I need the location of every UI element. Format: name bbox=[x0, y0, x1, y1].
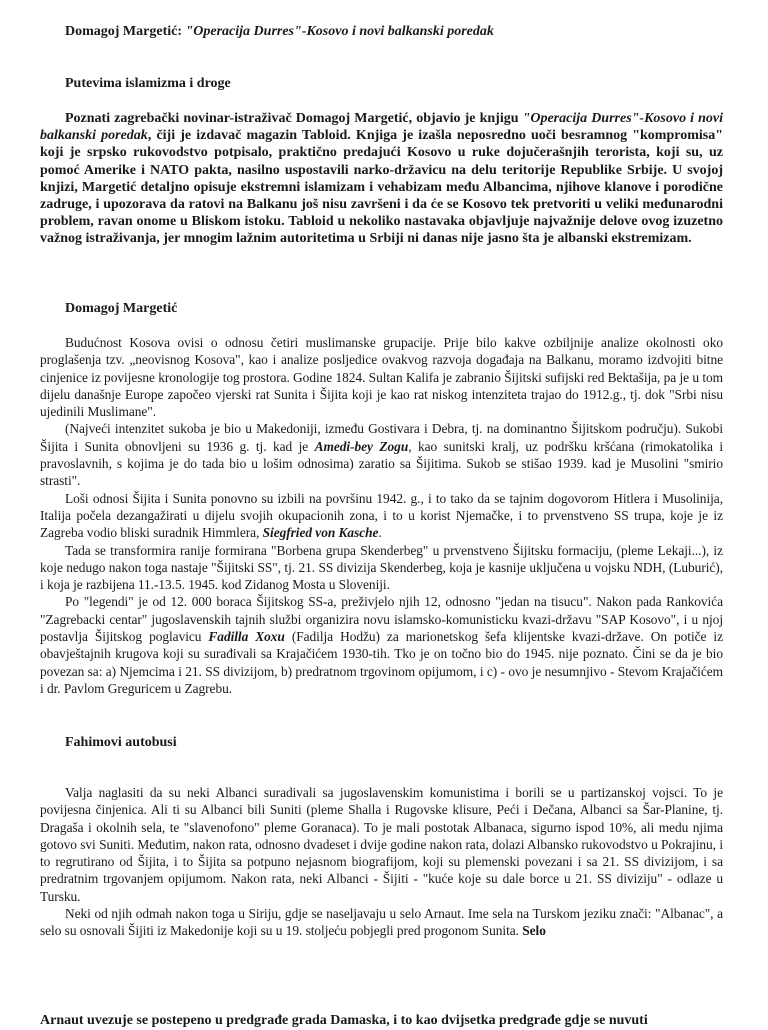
name-fadilla-xoxu: Fadilla Xoxu bbox=[208, 629, 285, 645]
article-body-1 bbox=[40, 334, 723, 697]
title-book: "Operacija Durres" bbox=[185, 24, 302, 39]
document-title bbox=[65, 23, 494, 41]
section-heading-autobusi: Fahimovi autobusi bbox=[65, 735, 177, 750]
paragraph-3-text-a: Loši odnosi Šijita i Sunita ponovno su izbili na površinu 1942. g., i to tako da se tajnim dogovorom Hitlera i Musolinija, Italija počela dezangažirati u dijelu svojih okupacionih zona, i to u korist Njemačke, i to prvenstveno SS trupa, koje je iz Zagreba vodio bliski suradnik Himmlera, bbox=[40, 490, 723, 541]
paragraph-5-text-b: (Fadilja Hodžu) za marionetskog šefa klijentske kvazi-države. On potiče iz obavještajnih krugova koji su surađivali sa Krajačićem 1930-tih. Tko je on točno bio do 1945. nije poznato. Čini se da je bio povezan sa: a) Njemcima i 21. SS divizijom, b) predratnom trgovinom opijumom, i c) - ovo je nesumnjivo - Stevom Krajačićem i dr. Pavlom Greguricem u Zagrebu. bbox=[40, 629, 723, 696]
paragraph-4: Tada se transformira ranije formirana "Borbena grupa Skenderbeg" u prvenstveno Šijitsku formaciju, (pleme Lekaji...), iz koje nedugo nakon toga nastaje "Šijitski SS", tj. 21. SS divizija Skenderbeg, koja je kasnije uključena u vojsku NDH, (Luburić), i koja je razbijena 11.-13.5. 1945. kod Zidanog Mosta u Sloveniji. bbox=[40, 542, 723, 593]
article-body-2 bbox=[40, 784, 723, 940]
name-amedi-bey-zogu: Amedi-bey Zogu bbox=[314, 438, 409, 454]
paragraph-7-text-a: Neki od njih odmah nakon toga u Siriju, gdje se naseljavaju u selo Arnaut. Ime sela na Turskom jeziku znači: "Albanac", a selo su osnovali Šijiti iz Makedonije koji su u 19. stoljeću pobjegli pred progonom Sunita. bbox=[40, 906, 723, 939]
paragraph-5-text-a: Po "legendi" je od 12. 000 boraca Šijitskog SS-a, preživjelo njih 12, odnosno "jedan na tisucu". Nakon pada Rankovića "Zagrebacki centar" jugoslavenskih tajnih službi organizira novu islamsko-komunisticku kvazi-državu "SAP Kosovo", i u njoj postavlja Šijitskog poglavicu bbox=[40, 594, 723, 645]
paragraph-1: Budućnost Kosova ovisi o odnosu četiri muslimanske grupacije. Prije bilo kakve ozbiljnije analize okolnosti oko proglašenja tzv. „neovisnog Kosova", kao i analize posljedice ovakvog razvoja događaja na Balkanu, moramo izdvojiti bitne cinjenice iz povijesne kronologije tog prostora. Godine 1824. Sultan Kalifa je zabranio Šijitski sufijski red Bektašija, pa je u tom dijelu današnje Europe započeo vjerski rat Sunita i Šijita koji je kao rat niskog intenziteta trajao do 1912.g., tj. dok "Srbi nisu ujedinili Muslimane". bbox=[40, 335, 723, 420]
paragraph-7-bold: Selo bbox=[522, 923, 546, 939]
name-siegfried-von-kasche: Siegfried von Kasche bbox=[262, 525, 379, 541]
author-heading: Domagoj Margetić bbox=[65, 301, 178, 316]
paragraph-3 bbox=[40, 490, 723, 542]
cut-off-line: Arnaut uvezuje se postepeno u predgrađe grada Damaska, i to kao dvijsetka predgrađe gdje se nuvuti bbox=[40, 1013, 648, 1028]
lead-text-1: Poznati zagrebački novinar-istraživač Domagoj Margetić, objavio je knjigu bbox=[65, 111, 523, 126]
title-author: Domagoj Margetić: bbox=[65, 24, 186, 39]
paragraph-2 bbox=[40, 420, 723, 489]
paragraph-3-text-b: . bbox=[378, 525, 382, 541]
title-rest: -Kosovo i novi balkanski poredak bbox=[301, 24, 494, 39]
paragraph-2-text-a: (Najveći intenzitet sukoba je bio u Makedoniji, između Gostivara i Debra, tj. na dominantno Šijitskom području). Sukobi Šijita i Sunita obnovljeni su 1936 g. tj. kad je bbox=[40, 421, 723, 454]
paragraph-6: Valja naglasiti da su neki Albanci suradivali sa jugoslavenskim komunistima i borili se u partizanskoj vojsci. To je povijesna činjenica. Ali ti su Albanci bili Suniti (pleme Shalla i Rugovske klisure, Peći i Dečana, Albanci sa Šar-Planine, tj. Dragaša i okolnih sela, te "slavenofono" pleme Goranaca). To je mali postotak Albanaca, sigurno ispod 10%, ali medu njima gotovo svi Suniti. Međutim, nakon rata, odnosno dvadeset i dvije godine nakon rata, dolazi Albansko rukovodstvo u Pokrajinu, i to regrutirano od Šijita, i to Šijita sa potpuno nejasnom biografijom, koji su plemenski povezani i sa 21. SS divizijom, i sa predratnim trgovanjem opijumom. Nakon rata, neki Albanci - Šijiti - "kuće koje su dale borce u 21. SS diviziju" - odlaze u Tursku. bbox=[40, 785, 723, 904]
section-heading-islamizam: Putevima islamizma i droge bbox=[65, 76, 231, 91]
paragraph-5 bbox=[40, 593, 723, 697]
lead-book-title: "Operacija Durres"-Kosovo i novi balkanski poredak bbox=[40, 111, 724, 144]
paragraph-7 bbox=[40, 905, 723, 940]
paragraph-2-text-b: , kao sunitski kralj, uz podršku kršćana (rimokatolika i pravoslavnih, s kojima je do tada bio u lošim odnosima) zaratio sa Šijitima. Sukob se stišao 1939. kad je Musolini "smirio strasti". bbox=[40, 438, 723, 489]
lead-paragraph bbox=[40, 110, 723, 248]
lead-text-2: , čiji je izdavač magazin Tabloid. Knjiga je izašla neposredno uoči besramnog "kompromisa" koji je srpsko rukovodstvo potpisalo, praktično predajući Kosovo u ruke dojučerašnjih terorista, koji su, uz pomoć Amerike i NATO pakta, nasilno uspostavili narko-državicu na delu teritorije Republike Srbije. U svojoj knjizi, Margetić detaljno opisuje ekstremni islamizam i vehabizam među Albancima, njihove klanove i porodične zadruge, i upozorava da ratovi na Balkanu još nisu završeni i da će se Kosovo tek pretvoriti u veliki međunarodni problem, ravan onome u Bliskom istoku. Tabloid u nekoliko nastavaka objavljuje najvažnije delove ovog izuzetno važnog istraživanja, jer mnogim lažnim autoritetima u Srbiji ni danas nije jasno šta je albanski ekstremizam. bbox=[40, 128, 723, 247]
